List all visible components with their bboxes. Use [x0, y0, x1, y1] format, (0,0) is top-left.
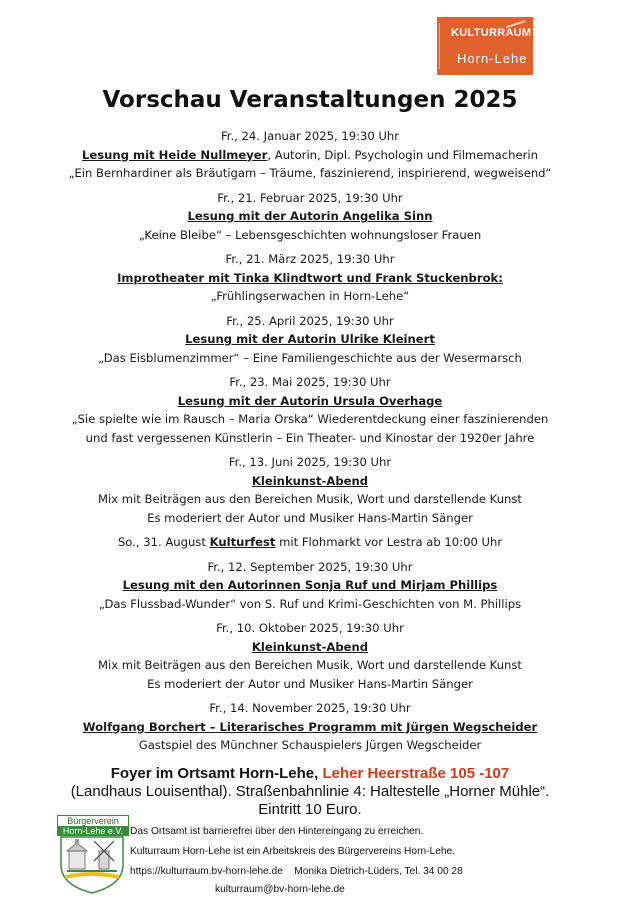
event-desc: „Keine Bleibe“ – Lebensgeschichten wohnungsloser Frauen — [138, 227, 482, 242]
event-date: Fr., 25. April 2025, 19:30 Uhr — [226, 313, 394, 328]
event-7 — [0, 558, 620, 614]
kulturraum-logo — [437, 17, 533, 75]
event-title: Lesung mit der Autorin Angelika Sinn — [187, 209, 433, 223]
event-date: Fr., 23. Mai 2025, 19:30 Uhr — [229, 375, 391, 389]
event-desc: Mix mit Beiträgen aus den Bereichen Musik, Wort und darstellende Kunst — [98, 658, 522, 672]
event-1 — [0, 127, 620, 183]
event-2 — [0, 189, 620, 245]
event-desc: Gastspiel des Münchner Schauspielers Jürgen Wegscheider — [138, 738, 482, 752]
event-desc: „Sie spielte wie im Rausch – Maria Orska“ Wiederentdeckung einer faszinierenden — [71, 412, 549, 426]
venue-directions: (Landhaus Louisenthal). Straßenbahnlinie 4: Haltestelle „Horner Mühle“. — [70, 783, 550, 800]
event-4 — [0, 312, 620, 368]
event-desc: Es moderiert der Autor und Musiker Hans-Martin Sänger — [147, 510, 473, 525]
event-title: Kleinkunst-Abend — [251, 639, 369, 654]
kulturfest-suffix: mit Flohmarkt vor Lestra ab 10:00 Uhr — [275, 535, 503, 549]
event-date: Fr., 13. Juni 2025, 19:30 Uhr — [228, 455, 392, 469]
event-date: Fr., 24. Januar 2025, 19:30 Uhr — [220, 129, 400, 143]
venue-name: Foyer im Ortsamt Horn-Lehe, — [110, 765, 323, 782]
footer-contact[interactable]: https://kulturraum.bv-horn-lehe.de Monika Dietrich-Lüders, Tel. 34 00 28 — [130, 866, 463, 877]
event-date: Fr., 21. März 2025, 19:30 Uhr — [225, 252, 395, 266]
badge-line2: Horn-Lehe e.V. — [58, 826, 128, 836]
event-desc: „Frühlingserwachen in Horn-Lehe“ — [210, 289, 410, 303]
event-desc: „Das Eisblumenzimmer“ – Eine Familiengeschichte aus der Wesermarsch — [98, 350, 522, 365]
event-6 — [0, 453, 620, 527]
badge-label — [57, 815, 129, 836]
event-title-suffix: , Autorin, Dipl. Psychologin und Filmemacherin — [267, 147, 538, 162]
event-date: Fr., 12. September 2025, 19:30 Uhr — [207, 559, 413, 574]
event-title: Lesung mit den Autorinnen Sonja Ruf und Mirjam Phillips — [122, 578, 498, 592]
event-8 — [0, 619, 620, 693]
crest-icon — [57, 835, 127, 895]
event-date: Fr., 14. November 2025, 19:30 Uhr — [209, 701, 411, 715]
event-title: Lesung mit der Autorin Ursula Overhage — [177, 393, 443, 408]
event-5 — [0, 373, 620, 447]
event-list — [0, 127, 620, 761]
logo-bottom-text: Horn-Lehe — [457, 51, 528, 66]
event-title: Kleinkunst-Abend — [251, 473, 369, 488]
logo-side-mark — [439, 23, 448, 69]
event-9 — [0, 699, 620, 755]
event-3 — [0, 250, 620, 306]
event-title: Lesung mit der Autorin Ulrike Kleinert — [185, 332, 435, 346]
kulturfest-date: So., 31. August — [117, 535, 210, 549]
logo-top-text: KULTURRAUM — [451, 27, 532, 39]
footer-circle: Kulturraum Horn-Lehe ist ein Arbeitskreis des Bürgervereins Horn-Lehe. — [130, 846, 456, 857]
footer-email[interactable]: kulturraum@bv-horn-lehe.de — [215, 884, 345, 895]
kulturfest-title: Kulturfest — [209, 535, 276, 549]
event-kulturfest — [0, 533, 620, 552]
event-date: Fr., 10. Oktober 2025, 19:30 Uhr — [216, 621, 404, 635]
event-desc: Mix mit Beiträgen aus den Bereichen Musik, Wort und darstellende Kunst — [98, 492, 522, 506]
badge-line1: Bürgerverein — [67, 816, 119, 826]
footer-access: Das Ortsamt ist barrierefrei über den Hintereingang zu erreichen. — [130, 826, 424, 837]
venue-street: Leher Heerstraße 105 -107 — [322, 765, 510, 782]
event-desc: „Ein Bernhardiner als Bräutigam – Träume, faszinierend, inspirierend, wegweisend“ — [68, 166, 552, 180]
event-title: Improtheater mit Tinka Klindtwort und Frank Stuckenbrok: — [117, 270, 503, 285]
event-title: Wolfgang Borchert – Literarisches Programm mit Jürgen Wegscheider — [82, 719, 538, 734]
event-desc: „Das Flussbad-Wunder“ von S. Ruf und Krimi-Geschichten von M. Phillips — [98, 596, 522, 611]
event-date: Fr., 21. Februar 2025, 19:30 Uhr — [217, 190, 403, 205]
venue-info — [0, 765, 620, 819]
event-desc: Es moderiert der Autor und Musiker Hans-Martin Sänger — [147, 676, 473, 691]
venue-price: Eintritt 10 Euro. — [258, 801, 362, 818]
page-title: Vorschau Veranstaltungen 2025 — [102, 87, 518, 113]
event-desc: und fast vergessenen Künstlerin – Ein Theater- und Kinostar der 1920er Jahre — [85, 430, 535, 445]
buergerverein-badge — [57, 815, 127, 895]
event-title: Lesung mit Heide Nullmeyer — [82, 147, 268, 162]
